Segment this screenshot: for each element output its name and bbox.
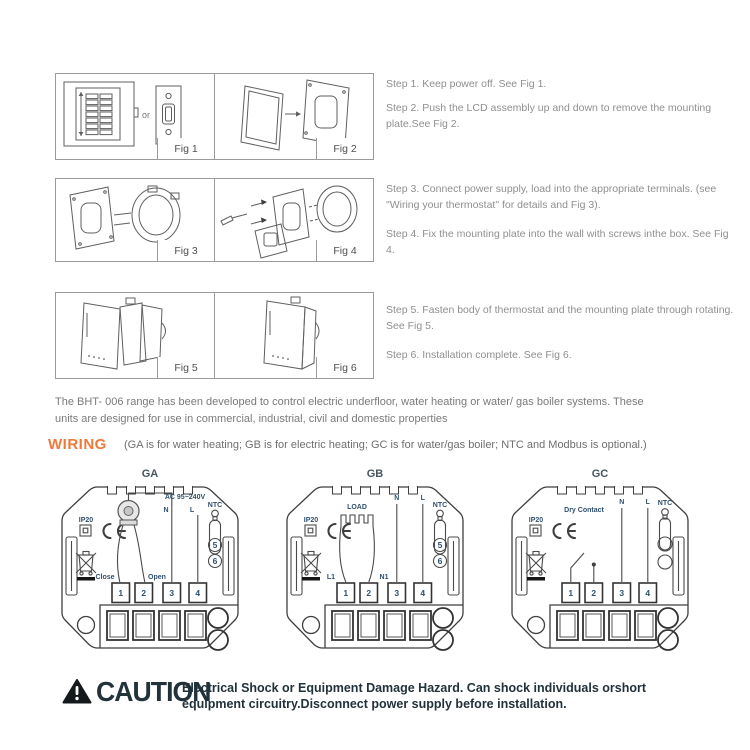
fig6-label: Fig 6 [316,357,373,378]
ntc-label: NTC [657,500,673,507]
step-3: Step 3. Connect power supply, load into the appropriate terminals. (see "Wiring your thermostat" for details and Fig 3). [386,183,717,211]
svg-text:4: 4 [645,588,651,598]
fig1-label: Fig 1 [157,138,214,159]
wiring-note: (GA is for water heating; GB is for electric heating; GC is for water/gas boiler; NTC and Modbus is optional.) [124,439,647,451]
wiring-diagram-ga [55,465,245,665]
svg-text:2: 2 [591,588,597,598]
arrow-icon [296,111,301,116]
figure-cell-fig5 [56,293,214,378]
ce-mark-icon [329,524,351,538]
ce-mark-icon [554,524,576,538]
mounting-frame [255,224,287,258]
screwdriver-icon [221,214,247,225]
l1-label: L1 [326,574,336,581]
svg-text:4: 4 [195,588,201,598]
caution-label: CAUTION [96,676,211,707]
step-1: Step 1. Keep power off. See Fig 1. [386,78,547,90]
step-4: Step 4. Fix the mounting plate into the wall with screws inthe box. See Fig 4. [386,228,729,256]
connector-block [100,605,238,650]
wiring-diagram-gb [280,465,470,665]
figure-cell-fig6 [214,293,373,378]
fig4-label: Fig 4 [316,240,373,261]
wall-box [132,186,180,242]
ntc-label: NTC [207,502,223,509]
ntc-label: NTC [432,502,448,509]
warning-triangle-icon [62,678,92,705]
ntc-sensor [658,500,672,569]
diagram-gb-title: GB [366,468,384,480]
weee-icon [301,552,321,581]
ip20-icon [80,525,91,536]
mounting-plate [70,187,114,249]
svg-text:4: 4 [420,588,426,598]
ip20-icon [305,525,316,536]
diagram-gc-title: GC [591,468,609,480]
live-label: L [645,499,650,506]
wiring-diagram-gc [505,465,695,665]
ip-rating-label: IP20 [528,517,544,524]
live-label: L [189,507,195,514]
thermostat-body [120,298,166,365]
load-label: LOAD [347,504,367,511]
fig3-label: Fig 3 [157,240,214,261]
lcd-assembly [241,86,283,150]
svg-text:3: 3 [394,588,400,598]
step-2: Step 2. Push the LCD assembly up and down to remove the mounting plate.See Fig 2. [386,102,712,130]
connector-block [325,605,463,650]
ip-rating-label: IP20 [303,517,319,524]
weee-icon [76,552,96,581]
fig5-label: Fig 5 [157,357,214,378]
svg-text:5: 5 [212,540,218,550]
screw-hole [78,617,95,634]
product-description: The BHT- 006 range has been developed to control electric underfloor, water heating or water/ gas boiler systems. These units are designed for use in commercial, industrial, civil and domestic properties [55,396,644,425]
svg-text:3: 3 [619,588,625,598]
or-label: or [142,110,151,120]
svg-text:3: 3 [169,588,175,598]
svg-text:1: 1 [343,588,349,598]
svg-text:1: 1 [118,588,124,598]
terminal-block [112,583,207,603]
neutral-label: N [163,507,169,514]
power-rating-label: AC 95~240V [164,494,206,501]
screw-arrows [251,199,267,224]
svg-text:6: 6 [212,556,218,566]
figure-cell-fig3 [56,179,214,261]
svg-text:2: 2 [366,588,372,598]
open-label: Open [148,574,166,581]
caution-text: Electrical Shock or Equipment Damage Hazard. Can shock individuals orshort equipment circuitry.Disconnect power supply before installation. [182,681,647,711]
breaker-grid [86,94,112,135]
svg-text:2: 2 [141,588,147,598]
svg-text:5: 5 [437,540,443,550]
figure-box-row1 [55,73,374,160]
svg-text:6: 6 [437,556,443,566]
figure-box-row2 [55,178,374,262]
wiring-heading: WIRING [48,436,107,453]
connector-block [550,605,688,650]
wall-box [317,186,357,232]
dry-contact-label: Dry Contact [564,507,604,514]
diagram-ga-title: GA [141,468,159,480]
front-panel [81,303,120,369]
fig2-label: Fig 2 [316,138,373,159]
svg-text:1: 1 [568,588,574,598]
screw-hole [528,617,545,634]
ip20-icon [530,525,541,536]
mounting-plate [273,189,309,245]
mounting-plate [303,80,349,146]
assembled-thermostat [264,297,319,369]
terminal-block [337,583,432,603]
figure-box-row3 [55,292,374,379]
terminal-block [562,583,657,603]
figure-cell-fig1 [56,74,214,159]
ntc-sensor [208,502,222,568]
live-label: L [420,495,425,502]
close-label: Close [95,574,115,581]
ntc-sensor [433,502,447,568]
isolator-switch [156,86,181,144]
figure-cell-fig4 [214,179,373,261]
n1-label: N1 [379,574,389,581]
valve-motor-symbol [118,501,139,526]
step-5: Step 5. Fasten body of thermostat and the mounting plate through rotating. See Fig 5. [386,304,734,332]
ip-rating-label: IP20 [78,517,94,524]
dry-contact-switch-symbol [571,553,596,582]
screw-hole [303,617,320,634]
neutral-label: N [619,499,625,506]
figure-cell-fig2 [214,74,373,159]
height-arrow [79,92,84,136]
step-6: Step 6. Installation complete. See Fig 6. [386,349,572,361]
neutral-label: N [394,495,400,502]
weee-icon [526,552,546,581]
